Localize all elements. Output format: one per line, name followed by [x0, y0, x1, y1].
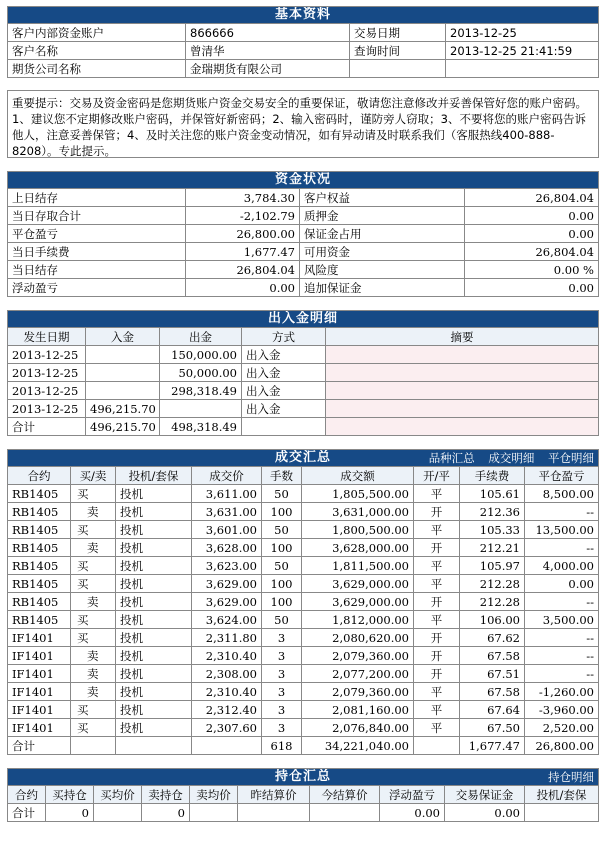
total-cell: 合计 — [8, 804, 46, 822]
funds-row — [8, 225, 599, 243]
table-cell — [86, 382, 160, 400]
table-cell: -- — [525, 629, 599, 647]
table-cell: 平 — [414, 683, 460, 701]
trades-table — [7, 449, 599, 755]
total-cell: 496,215.70 — [86, 418, 160, 436]
variety-summary-link[interactable]: 品种汇总 — [428, 451, 475, 465]
table-cell: 3,500.00 — [525, 611, 599, 629]
trade-row — [8, 575, 599, 593]
table-cell: RB1405 — [8, 503, 71, 521]
table-cell: 卖 — [71, 539, 116, 557]
total-cell: 1,677.47 — [460, 737, 525, 755]
table-cell: 平 — [414, 557, 460, 575]
table-cell: 投机 — [116, 557, 192, 575]
basic-info-table — [7, 6, 599, 78]
field-value: 0.00 — [465, 225, 599, 243]
total-cell — [190, 804, 238, 822]
column-header: 昨结算价 — [238, 786, 310, 804]
field-value: 26,804.04 — [465, 189, 599, 207]
table-cell: 67.64 — [460, 701, 525, 719]
total-cell: 合计 — [8, 737, 71, 755]
column-header: 平仓盈亏 — [525, 467, 599, 485]
total-cell: 合计 — [8, 418, 86, 436]
column-header: 买/卖 — [71, 467, 116, 485]
column-header: 合约 — [8, 467, 71, 485]
trades-title-band — [8, 450, 599, 467]
table-cell: 卖 — [71, 647, 116, 665]
table-cell: 2,310.40 — [192, 683, 262, 701]
table-cell: -3,960.00 — [525, 701, 599, 719]
table-cell: 出入金 — [242, 364, 326, 382]
table-cell: 100 — [262, 593, 302, 611]
memo-cell — [326, 382, 599, 400]
field-value: 3,784.30 — [186, 189, 300, 207]
table-cell: 100 — [262, 575, 302, 593]
memo-cell — [326, 364, 599, 382]
table-cell: 1,811,500.00 — [302, 557, 414, 575]
table-cell: 67.58 — [460, 683, 525, 701]
trades-title: 成交汇总 — [274, 450, 331, 465]
field-label: 交易日期 — [350, 24, 446, 42]
table-cell: 2,312.40 — [192, 701, 262, 719]
field-label: 期货公司名称 — [8, 60, 186, 78]
table-cell: RB1405 — [8, 485, 71, 503]
table-cell: 100 — [262, 503, 302, 521]
table-cell: 4,000.00 — [525, 557, 599, 575]
total-cell — [116, 737, 192, 755]
table-cell: -- — [525, 503, 599, 521]
table-cell: 2,080,620.00 — [302, 629, 414, 647]
table-cell: 3,631,000.00 — [302, 503, 414, 521]
table-cell: 开 — [414, 593, 460, 611]
table-cell: RB1405 — [8, 521, 71, 539]
table-cell: 买 — [71, 719, 116, 737]
table-cell: 3 — [262, 683, 302, 701]
table-cell: 1,812,000.00 — [302, 611, 414, 629]
table-cell: 212.36 — [460, 503, 525, 521]
table-cell: 2,308.00 — [192, 665, 262, 683]
table-cell: 开 — [414, 665, 460, 683]
total-cell: 498,318.49 — [160, 418, 242, 436]
table-cell: 2,076,840.00 — [302, 719, 414, 737]
total-cell — [326, 418, 599, 436]
field-label: 当日存取合计 — [8, 207, 186, 225]
table-cell: 买 — [71, 521, 116, 539]
security-notice: 重要提示：交易及资金密码是您期货账户资金交易安全的重要保证，敬请您注意修改并妥善保管好您的账户密码。1、建议您不定期修改账户密码，并保管好新密码；2、输入密码时，谨防旁人窃取；3、不要将您的账户密码告诉他人，注意妥善保管；4、及时关注您的账户资金变动情况，如有异动请及时联系我们（客服热线400-888-8208）。专此提示。 — [7, 90, 599, 158]
close-detail-link[interactable]: 平仓明细 — [548, 451, 594, 465]
table-cell: 212.28 — [460, 575, 525, 593]
funds-row — [8, 189, 599, 207]
funds-row — [8, 279, 599, 297]
field-value: 1,677.47 — [186, 243, 300, 261]
table-cell: RB1405 — [8, 611, 71, 629]
table-cell: 卖 — [71, 503, 116, 521]
field-label: 质押金 — [300, 207, 465, 225]
field-value: 曾清华 — [186, 42, 350, 60]
field-value: 0.00 % — [465, 261, 599, 279]
column-header: 入金 — [86, 328, 160, 346]
memo-cell — [326, 346, 599, 364]
table-cell: 开 — [414, 539, 460, 557]
table-cell: IF1401 — [8, 665, 71, 683]
field-value: 0.00 — [186, 279, 300, 297]
inout-title: 出入金明细 — [8, 311, 599, 328]
field-value — [446, 60, 599, 78]
table-cell: 投机 — [116, 719, 192, 737]
table-cell: 212.28 — [460, 593, 525, 611]
table-cell: 2,079,360.00 — [302, 683, 414, 701]
trades-header-row — [8, 467, 599, 485]
table-cell: 105.61 — [460, 485, 525, 503]
column-header: 合约 — [8, 786, 46, 804]
table-cell: 3,624.00 — [192, 611, 262, 629]
column-header: 卖持仓 — [142, 786, 190, 804]
field-label: 客户内部资金账户 — [8, 24, 186, 42]
field-value: 2013-12-25 21:41:59 — [446, 42, 599, 60]
trade-row — [8, 485, 599, 503]
table-cell: 卖 — [71, 593, 116, 611]
inout-row — [8, 382, 599, 400]
column-header: 发生日期 — [8, 328, 86, 346]
column-header: 成交额 — [302, 467, 414, 485]
field-value: 866666 — [186, 24, 350, 42]
table-cell: 投机 — [116, 701, 192, 719]
column-header: 投机/套保 — [525, 786, 599, 804]
table-cell: 2,081,160.00 — [302, 701, 414, 719]
table-cell: 买 — [71, 701, 116, 719]
positions-title-band — [8, 769, 599, 786]
table-cell: 平 — [414, 701, 460, 719]
trade-row — [8, 701, 599, 719]
trades-total-row — [8, 737, 599, 755]
table-cell: 2,079,360.00 — [302, 647, 414, 665]
total-cell — [242, 418, 326, 436]
table-cell: 平 — [414, 521, 460, 539]
table-cell: 13,500.00 — [525, 521, 599, 539]
column-header: 买均价 — [94, 786, 142, 804]
table-cell: 投机 — [116, 503, 192, 521]
field-label — [350, 60, 446, 78]
field-value: -2,102.79 — [186, 207, 300, 225]
trade-detail-link[interactable]: 成交明细 — [488, 451, 535, 465]
column-header: 手续费 — [460, 467, 525, 485]
table-cell: 出入金 — [242, 400, 326, 418]
total-cell — [525, 804, 599, 822]
table-cell: 买 — [71, 611, 116, 629]
table-cell — [160, 400, 242, 418]
table-cell: 3 — [262, 701, 302, 719]
memo-cell — [326, 400, 599, 418]
trade-row — [8, 683, 599, 701]
table-cell: 买 — [71, 629, 116, 647]
table-cell: 3,629.00 — [192, 575, 262, 593]
table-cell: 106.00 — [460, 611, 525, 629]
field-label: 当日结存 — [8, 261, 186, 279]
table-cell: 2013-12-25 — [8, 400, 86, 418]
table-cell: 0.00 — [525, 575, 599, 593]
table-cell: 3,631.00 — [192, 503, 262, 521]
table-cell: 3 — [262, 629, 302, 647]
table-cell: 卖 — [71, 683, 116, 701]
table-cell: -1,260.00 — [525, 683, 599, 701]
column-header: 出金 — [160, 328, 242, 346]
table-cell: 投机 — [116, 665, 192, 683]
total-cell: 0.00 — [445, 804, 525, 822]
column-header: 浮动盈亏 — [380, 786, 445, 804]
table-cell: 3,601.00 — [192, 521, 262, 539]
table-cell: 投机 — [116, 575, 192, 593]
total-cell: 34,221,040.00 — [302, 737, 414, 755]
total-cell: 0 — [46, 804, 94, 822]
funds-title: 资金状况 — [8, 172, 599, 189]
table-cell: 50 — [262, 521, 302, 539]
table-cell: -- — [525, 593, 599, 611]
table-cell: 1,805,500.00 — [302, 485, 414, 503]
table-cell: 买 — [71, 575, 116, 593]
position-detail-link[interactable]: 持仓明细 — [548, 770, 594, 784]
table-cell: 开 — [414, 647, 460, 665]
table-cell: 投机 — [116, 521, 192, 539]
table-cell: 3 — [262, 647, 302, 665]
field-label: 平仓盈亏 — [8, 225, 186, 243]
table-cell: RB1405 — [8, 575, 71, 593]
table-cell: 开 — [414, 629, 460, 647]
total-cell: 26,800.00 — [525, 737, 599, 755]
trade-row — [8, 521, 599, 539]
table-cell: 投机 — [116, 485, 192, 503]
column-header: 开/平 — [414, 467, 460, 485]
field-value: 26,800.00 — [186, 225, 300, 243]
trade-row — [8, 539, 599, 557]
table-cell: 3,611.00 — [192, 485, 262, 503]
table-cell: 105.33 — [460, 521, 525, 539]
table-cell: IF1401 — [8, 719, 71, 737]
table-cell: 投机 — [116, 647, 192, 665]
basic-info-title: 基本资料 — [8, 7, 599, 24]
table-cell: 105.97 — [460, 557, 525, 575]
column-header: 买持仓 — [46, 786, 94, 804]
table-cell: 50 — [262, 611, 302, 629]
field-label: 可用资金 — [300, 243, 465, 261]
inout-header-row — [8, 328, 599, 346]
table-cell: 平 — [414, 719, 460, 737]
total-cell: 618 — [262, 737, 302, 755]
table-cell: 67.51 — [460, 665, 525, 683]
table-cell — [86, 364, 160, 382]
column-header: 今结算价 — [310, 786, 380, 804]
total-cell — [71, 737, 116, 755]
trade-row — [8, 719, 599, 737]
table-cell: 8,500.00 — [525, 485, 599, 503]
positions-table — [7, 768, 599, 822]
table-cell: 298,318.49 — [160, 382, 242, 400]
field-label: 风险度 — [300, 261, 465, 279]
funds-row — [8, 261, 599, 279]
table-cell: 投机 — [116, 683, 192, 701]
column-header: 交易保证金 — [445, 786, 525, 804]
table-cell: 卖 — [71, 665, 116, 683]
field-value: 0.00 — [465, 279, 599, 297]
table-cell: 3,628.00 — [192, 539, 262, 557]
table-cell: 67.58 — [460, 647, 525, 665]
table-cell: 平 — [414, 485, 460, 503]
funds-row — [8, 207, 599, 225]
table-cell: -- — [525, 647, 599, 665]
table-cell: 平 — [414, 575, 460, 593]
field-label: 客户权益 — [300, 189, 465, 207]
funds-row — [8, 243, 599, 261]
table-cell: 3 — [262, 665, 302, 683]
table-cell: 2013-12-25 — [8, 346, 86, 364]
table-cell: 496,215.70 — [86, 400, 160, 418]
table-cell: 买 — [71, 485, 116, 503]
column-header: 方式 — [242, 328, 326, 346]
table-cell: 平 — [414, 611, 460, 629]
field-label: 保证金占用 — [300, 225, 465, 243]
table-cell: 2013-12-25 — [8, 382, 86, 400]
field-value: 2013-12-25 — [446, 24, 599, 42]
table-cell: 投机 — [116, 629, 192, 647]
total-cell — [310, 804, 380, 822]
total-cell: 0.00 — [380, 804, 445, 822]
table-cell: -- — [525, 665, 599, 683]
table-cell: 50,000.00 — [160, 364, 242, 382]
field-label: 追加保证金 — [300, 279, 465, 297]
table-cell: 开 — [414, 503, 460, 521]
table-cell: 出入金 — [242, 346, 326, 364]
column-header: 投机/套保 — [116, 467, 192, 485]
table-cell: -- — [525, 539, 599, 557]
field-label: 浮动盈亏 — [8, 279, 186, 297]
positions-total-row — [8, 804, 599, 822]
table-cell: IF1401 — [8, 701, 71, 719]
table-cell: IF1401 — [8, 647, 71, 665]
table-cell: 67.50 — [460, 719, 525, 737]
trade-row — [8, 503, 599, 521]
table-cell: 50 — [262, 485, 302, 503]
total-cell: 0 — [142, 804, 190, 822]
table-cell: IF1401 — [8, 629, 71, 647]
total-cell — [414, 737, 460, 755]
table-cell: 2,307.60 — [192, 719, 262, 737]
table-cell: 3 — [262, 719, 302, 737]
field-label: 查询时间 — [350, 42, 446, 60]
trade-row — [8, 629, 599, 647]
inout-row — [8, 346, 599, 364]
table-cell: 投机 — [116, 539, 192, 557]
table-cell — [86, 346, 160, 364]
table-cell: IF1401 — [8, 683, 71, 701]
table-cell: 150,000.00 — [160, 346, 242, 364]
column-header: 摘要 — [326, 328, 599, 346]
table-cell: 2013-12-25 — [8, 364, 86, 382]
trade-row — [8, 557, 599, 575]
table-cell: 3,629,000.00 — [302, 593, 414, 611]
table-cell: 出入金 — [242, 382, 326, 400]
field-label: 上日结存 — [8, 189, 186, 207]
table-cell: RB1405 — [8, 539, 71, 557]
basic-info-row — [8, 24, 599, 42]
total-cell — [94, 804, 142, 822]
trade-row — [8, 647, 599, 665]
positions-title: 持仓汇总 — [274, 769, 331, 784]
trade-row — [8, 593, 599, 611]
table-cell: 2,077,200.00 — [302, 665, 414, 683]
table-cell: 投机 — [116, 611, 192, 629]
column-header: 成交价 — [192, 467, 262, 485]
field-value: 0.00 — [465, 207, 599, 225]
inout-row — [8, 364, 599, 382]
table-cell: 2,310.40 — [192, 647, 262, 665]
table-cell: 100 — [262, 539, 302, 557]
field-value: 26,804.04 — [186, 261, 300, 279]
field-label: 客户名称 — [8, 42, 186, 60]
table-cell: RB1405 — [8, 593, 71, 611]
inout-row — [8, 400, 599, 418]
field-value: 金瑞期货有限公司 — [186, 60, 350, 78]
inout-total-row — [8, 418, 599, 436]
table-cell: 3,629,000.00 — [302, 575, 414, 593]
table-cell: 2,311.80 — [192, 629, 262, 647]
table-cell: 投机 — [116, 593, 192, 611]
trade-row — [8, 611, 599, 629]
column-header: 卖均价 — [190, 786, 238, 804]
table-cell: RB1405 — [8, 557, 71, 575]
column-header: 手数 — [262, 467, 302, 485]
total-cell — [238, 804, 310, 822]
table-cell: 3,623.00 — [192, 557, 262, 575]
table-cell: 3,628,000.00 — [302, 539, 414, 557]
table-cell: 212.21 — [460, 539, 525, 557]
table-cell: 买 — [71, 557, 116, 575]
table-cell: 67.62 — [460, 629, 525, 647]
basic-info-row — [8, 60, 599, 78]
funds-table — [7, 171, 599, 297]
field-value: 26,804.04 — [465, 243, 599, 261]
field-label: 当日手续费 — [8, 243, 186, 261]
table-cell: 1,800,500.00 — [302, 521, 414, 539]
table-cell: 3,629.00 — [192, 593, 262, 611]
trade-row — [8, 665, 599, 683]
inout-table — [7, 310, 599, 436]
positions-header-row — [8, 786, 599, 804]
total-cell — [192, 737, 262, 755]
basic-info-row — [8, 42, 599, 60]
table-cell: 2,520.00 — [525, 719, 599, 737]
table-cell: 50 — [262, 557, 302, 575]
